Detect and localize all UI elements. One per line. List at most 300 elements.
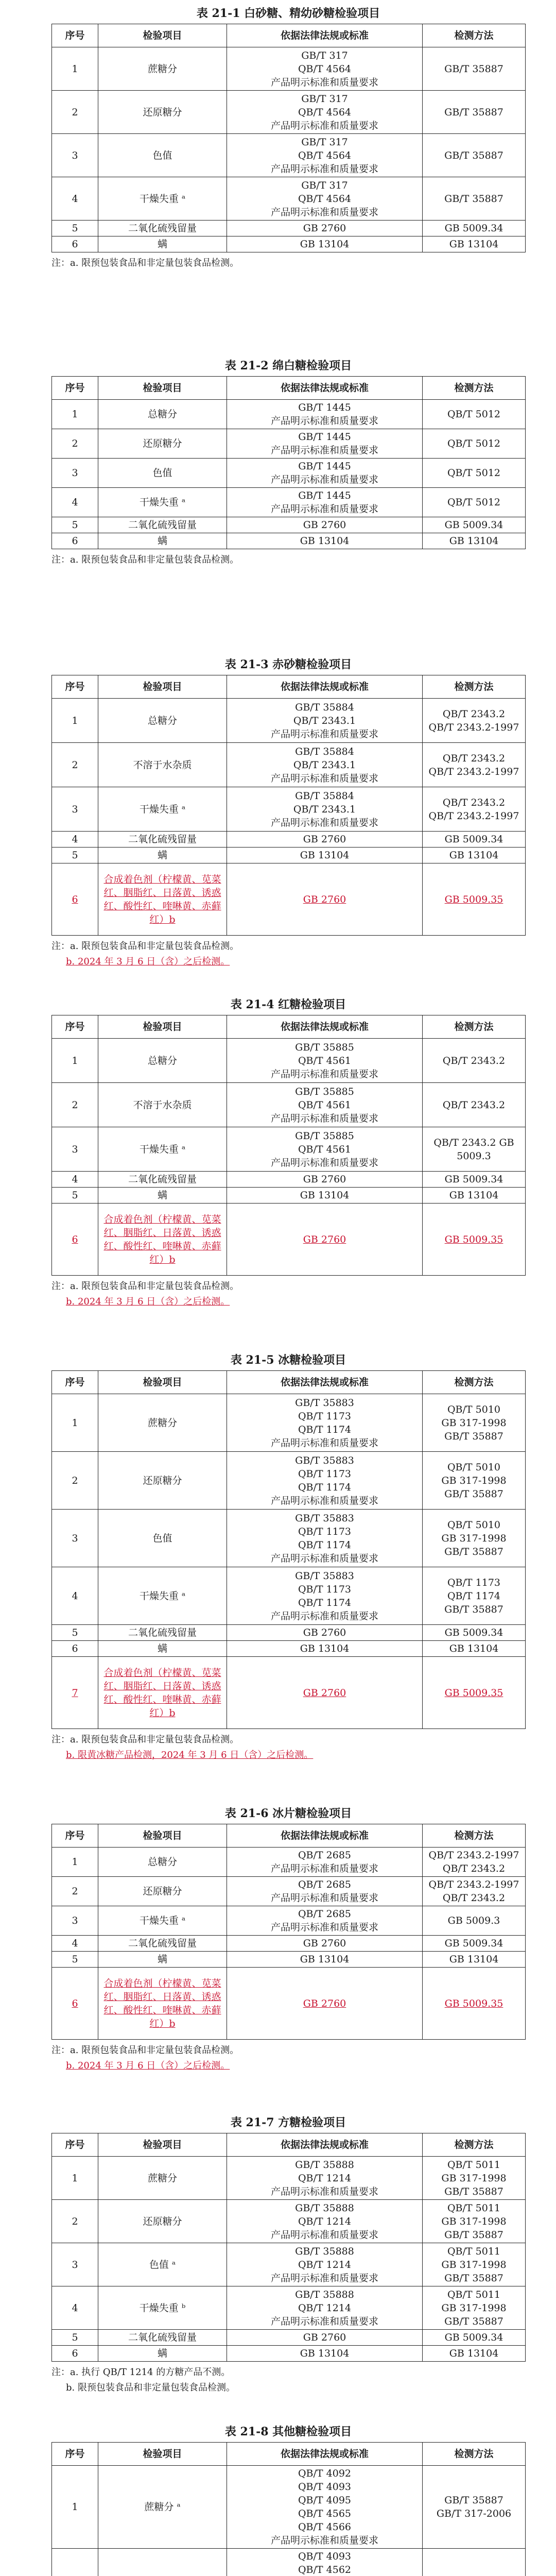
cell-item: 干燥失重 ᵃ [98, 1127, 227, 1172]
table-header-row [52, 1824, 526, 1848]
header-basis: 依据法律法规或标准 [227, 24, 423, 47]
table-row [52, 1452, 526, 1510]
cell-item: 螨 [98, 1952, 227, 1968]
cell-basis: GB 13104 [227, 1188, 423, 1204]
header-item: 检验项目 [98, 24, 227, 47]
table-section [51, 1803, 525, 2074]
table-row [52, 1127, 526, 1172]
header-method: 检测方法 [423, 1015, 526, 1039]
cell-item: 二氧化硫残留量 [98, 517, 227, 533]
cell-serial: 2 [52, 91, 98, 134]
table-header-row [52, 377, 526, 400]
header-method: 检测方法 [423, 1824, 526, 1848]
cell-basis: QB/T 2685 产品明示标准和质量要求 [227, 1877, 423, 1906]
cell-basis: GB/T 1445 产品明示标准和质量要求 [227, 400, 423, 429]
table-row [52, 1625, 526, 1641]
cell-item: 螨 [98, 1188, 227, 1204]
cell-method: GB 13104 [423, 1641, 526, 1657]
cell-item: 还原糖分 [98, 1452, 227, 1510]
table-notes [51, 939, 525, 970]
table-section [51, 2421, 525, 2576]
table-row [52, 1657, 526, 1729]
table-title: 表 21-3 赤砂糖检验项目 [224, 658, 352, 671]
cell-method: GB 5009.35 [423, 1657, 526, 1729]
table-header-row [52, 2133, 526, 2157]
cell-serial: 4 [52, 488, 98, 517]
table-section [51, 3, 525, 271]
cell-method: GB 13104 [423, 2346, 526, 2362]
cell-basis: GB 13104 [227, 848, 423, 863]
header-basis: 依据法律法规或标准 [227, 377, 423, 400]
table-row [52, 1641, 526, 1657]
table-title: 表 21-4 红糖检验项目 [230, 998, 346, 1011]
cell-basis: QB/T 2685 产品明示标准和质量要求 [227, 1906, 423, 1936]
inspection-table [51, 376, 526, 549]
cell-basis: GB/T 317 QB/T 4564 产品明示标准和质量要求 [227, 134, 423, 177]
cell-item: 不溶于水杂质 [98, 1083, 227, 1127]
cell-item: 合成着色剂（柠檬黄、苋菜红、胭脂红、日落黄、诱惑红、酸性红、喹啉黄、赤藓红）b [98, 863, 227, 936]
header-serial: 序号 [52, 675, 98, 699]
cell-method: GB/T 35887 [423, 91, 526, 134]
table-row [52, 2286, 526, 2330]
table-row [52, 2243, 526, 2286]
cell-basis: GB 13104 [227, 1952, 423, 1968]
table-row [52, 1510, 526, 1567]
header-item: 检验项目 [98, 377, 227, 400]
cell-item: 二氧化硫残留量 [98, 2330, 227, 2346]
header-item: 检验项目 [98, 675, 227, 699]
cell-item: 螨 [98, 2346, 227, 2362]
cell-item: 二氧化硫残留量 [98, 1625, 227, 1641]
cell-basis: GB 13104 [227, 533, 423, 549]
cell-serial: 1 [52, 1039, 98, 1083]
header-item: 检验项目 [98, 2443, 227, 2466]
cell-method: QB/T 2343.2 QB/T 2343.2-1997 [423, 743, 526, 787]
cell-serial: 1 [52, 1848, 98, 1877]
table-title: 表 21-8 其他糖检验项目 [224, 2425, 352, 2438]
cell-item: 还原糖分 [98, 429, 227, 459]
cell-item: 干燥失重 ᵃ [98, 177, 227, 221]
header-serial: 序号 [52, 2133, 98, 2157]
cell-serial: 3 [52, 787, 98, 832]
cell-serial: 2 [52, 1452, 98, 1510]
cell-method [423, 2549, 526, 2576]
cell-serial: 4 [52, 1172, 98, 1188]
cell-serial: 6 [52, 2346, 98, 2362]
cell-method: GB 13104 [423, 533, 526, 549]
table-row [52, 400, 526, 429]
cell-method: GB 5009.35 [423, 1968, 526, 2040]
cell-method: QB/T 5011 GB 317-1998 GB/T 35887 [423, 2157, 526, 2200]
cell-item: 蔗糖分 [98, 2157, 227, 2200]
cell-method: GB/T 35887 [423, 177, 526, 221]
cell-serial: 3 [52, 2243, 98, 2286]
cell-method: QB/T 5012 [423, 488, 526, 517]
cell-item: 色值 [98, 459, 227, 488]
cell-method: QB/T 2343.2 GB 5009.3 [423, 1127, 526, 1172]
header-basis: 依据法律法规或标准 [227, 2133, 423, 2157]
cell-basis: GB 2760 [227, 1204, 423, 1276]
cell-method: QB/T 2343.2 QB/T 2343.2-1997 [423, 787, 526, 832]
cell-method: QB/T 5010 GB 317-1998 GB/T 35887 [423, 1510, 526, 1567]
table-row [52, 2466, 526, 2549]
table-note: 注：a. 限预包装食品和非定量包装食品检测。 [51, 2045, 239, 2056]
cell-basis: GB/T 35888 QB/T 1214 产品明示标准和质量要求 [227, 2157, 423, 2200]
cell-serial: 3 [52, 134, 98, 177]
header-basis: 依据法律法规或标准 [227, 1015, 423, 1039]
cell-item: 总糖分 [98, 400, 227, 429]
table-note: 注：a. 限预包装食品和非定量包装食品检测。 [51, 1281, 239, 1292]
table-note: 注：a. 限预包装食品和非定量包装食品检测。 [51, 941, 239, 952]
table-row [52, 533, 526, 549]
cell-basis: GB/T 35884 QB/T 2343.1 产品明示标准和质量要求 [227, 787, 423, 832]
cell-basis: GB 2760 [227, 1936, 423, 1952]
cell-basis: GB/T 1445 产品明示标准和质量要求 [227, 488, 423, 517]
table-title: 表 21-1 白砂糖、精幼砂糖检验项目 [196, 7, 380, 20]
cell-serial: 6 [52, 533, 98, 549]
table-section [51, 654, 525, 970]
cell-serial: 3 [52, 1906, 98, 1936]
table-section [51, 994, 525, 1310]
table-row [52, 2330, 526, 2346]
cell-method: QB/T 5010 GB 317-1998 GB/T 35887 [423, 1452, 526, 1510]
cell-basis: GB 2760 [227, 517, 423, 533]
cell-serial: 1 [52, 400, 98, 429]
table-row [52, 91, 526, 134]
cell-method: GB 5009.34 [423, 1936, 526, 1952]
cell-basis: QB/T 2685 产品明示标准和质量要求 [227, 1848, 423, 1877]
cell-basis: GB 2760 [227, 221, 423, 236]
table-notes [51, 552, 525, 568]
table-row [52, 1848, 526, 1877]
table-row [52, 488, 526, 517]
header-method: 检测方法 [423, 2133, 526, 2157]
table-notes [51, 2043, 525, 2074]
cell-method: GB 5009.3 [423, 1906, 526, 1936]
table-notes [51, 1279, 525, 1310]
cell-basis: GB/T 317 QB/T 4564 产品明示标准和质量要求 [227, 91, 423, 134]
header-method: 检测方法 [423, 24, 526, 47]
table-row [52, 177, 526, 221]
header-item: 检验项目 [98, 2133, 227, 2157]
cell-basis: GB/T 317 QB/T 4564 产品明示标准和质量要求 [227, 47, 423, 91]
table-section [51, 2112, 525, 2396]
cell-serial: 3 [52, 1127, 98, 1172]
header-item: 检验项目 [98, 1015, 227, 1039]
cell-serial: 6 [52, 863, 98, 936]
cell-basis: GB/T 35883 QB/T 1173 QB/T 1174 产品明示标准和质量要求 [227, 1452, 423, 1510]
table-row [52, 47, 526, 91]
table-section [51, 355, 525, 568]
cell-serial [52, 2549, 98, 2576]
table-note: b. 限预包装食品和非定量包装食品检测。 [66, 2382, 235, 2393]
cell-method: QB/T 5012 [423, 400, 526, 429]
inspection-table [51, 2133, 526, 2362]
cell-serial: 6 [52, 1968, 98, 2040]
table-title: 表 21-6 冰片糖检验项目 [224, 1807, 352, 1820]
cell-serial: 5 [52, 2330, 98, 2346]
cell-serial: 1 [52, 2466, 98, 2549]
header-serial: 序号 [52, 1371, 98, 1394]
table-header-row [52, 1371, 526, 1394]
cell-method: QB/T 5012 [423, 429, 526, 459]
cell-serial: 4 [52, 1936, 98, 1952]
cell-serial: 5 [52, 1625, 98, 1641]
cell-item: 合成着色剂（柠檬黄、苋菜红、胭脂红、日落黄、诱惑红、酸性红、喹啉黄、赤藓红）b [98, 1968, 227, 2040]
cell-item: 螨 [98, 533, 227, 549]
cell-item: 还原糖分 [98, 91, 227, 134]
table-title: 表 21-5 冰糖检验项目 [230, 1353, 346, 1367]
cell-basis: GB/T 35884 QB/T 2343.1 产品明示标准和质量要求 [227, 699, 423, 743]
cell-basis: GB 2760 [227, 1625, 423, 1641]
table-note: b. 限黄冰糖产品检测，2024 年 3 月 6 日（含）之后检测。 [66, 1750, 314, 1760]
cell-serial: 5 [52, 517, 98, 533]
cell-item: 干燥失重 ᵃ [98, 1567, 227, 1625]
cell-serial: 5 [52, 1952, 98, 1968]
cell-item: 二氧化硫残留量 [98, 1172, 227, 1188]
table-row [52, 1567, 526, 1625]
cell-serial: 5 [52, 1188, 98, 1204]
table-row [52, 459, 526, 488]
cell-serial: 2 [52, 2200, 98, 2243]
cell-method: QB/T 1173 QB/T 1174 GB/T 35887 [423, 1567, 526, 1625]
cell-method: GB/T 35887 GB/T 317-2006 [423, 2466, 526, 2549]
cell-serial: 1 [52, 699, 98, 743]
table-row [52, 787, 526, 832]
cell-method: GB 5009.34 [423, 517, 526, 533]
table-note: 注：a. 限预包装食品和非定量包装食品检测。 [51, 1734, 239, 1745]
table-header-row [52, 24, 526, 47]
table-row [52, 1952, 526, 1968]
inspection-table [51, 1370, 526, 1729]
cell-item: 螨 [98, 1641, 227, 1657]
table-notes [51, 1732, 525, 1763]
table-row [52, 848, 526, 863]
cell-basis: GB 13104 [227, 1641, 423, 1657]
header-method: 检测方法 [423, 377, 526, 400]
table-row [52, 1188, 526, 1204]
cell-method: GB 5009.34 [423, 2330, 526, 2346]
cell-method: GB/T 35887 [423, 134, 526, 177]
cell-item: 色值 ᵃ [98, 2243, 227, 2286]
cell-item: 二氧化硫残留量 [98, 1936, 227, 1952]
cell-basis: GB/T 35884 QB/T 2343.1 产品明示标准和质量要求 [227, 743, 423, 787]
cell-method: GB 5009.35 [423, 863, 526, 936]
table-row [52, 429, 526, 459]
cell-item: 还原糖分 [98, 1877, 227, 1906]
table-row [52, 863, 526, 936]
cell-basis: QB/T 4093 QB/T 4562 [227, 2549, 423, 2576]
table-header-row [52, 2443, 526, 2466]
header-item: 检验项目 [98, 1824, 227, 1848]
header-method: 检测方法 [423, 2443, 526, 2466]
header-method: 检测方法 [423, 1371, 526, 1394]
cell-basis: GB 2760 [227, 2330, 423, 2346]
table-note: 注：a. 限预包装食品和非定量包装食品检测。 [51, 258, 239, 268]
header-serial: 序号 [52, 377, 98, 400]
header-basis: 依据法律法规或标准 [227, 675, 423, 699]
table-row [52, 832, 526, 848]
table-notes [51, 256, 525, 271]
table-header-row [52, 1015, 526, 1039]
cell-basis: GB 13104 [227, 236, 423, 252]
cell-basis: GB 13104 [227, 2346, 423, 2362]
cell-item [98, 2549, 227, 2576]
cell-serial: 6 [52, 1641, 98, 1657]
cell-serial: 4 [52, 832, 98, 848]
cell-serial: 4 [52, 2286, 98, 2330]
cell-method: QB/T 2343.2 [423, 1083, 526, 1127]
cell-item: 二氧化硫残留量 [98, 832, 227, 848]
cell-basis: GB/T 35885 QB/T 4561 产品明示标准和质量要求 [227, 1083, 423, 1127]
cell-serial: 1 [52, 1394, 98, 1452]
cell-method: QB/T 2343.2 QB/T 2343.2-1997 [423, 699, 526, 743]
cell-method: QB/T 5011 GB 317-1998 GB/T 35887 [423, 2286, 526, 2330]
cell-serial: 5 [52, 848, 98, 863]
table-note: b. 2024 年 3 月 6 日（含）之后检测。 [66, 956, 230, 967]
table-row [52, 699, 526, 743]
table-row [52, 1877, 526, 1906]
cell-basis: GB/T 35885 QB/T 4561 产品明示标准和质量要求 [227, 1127, 423, 1172]
table-row [52, 236, 526, 252]
header-basis: 依据法律法规或标准 [227, 1824, 423, 1848]
table-note: b. 2024 年 3 月 6 日（含）之后检测。 [66, 1296, 230, 1307]
cell-method: GB/T 35887 [423, 47, 526, 91]
cell-method: GB 13104 [423, 236, 526, 252]
inspection-table [51, 675, 526, 936]
cell-basis: GB 2760 [227, 1657, 423, 1729]
cell-item: 色值 [98, 1510, 227, 1567]
header-method: 检测方法 [423, 675, 526, 699]
cell-basis: GB/T 35888 QB/T 1214 产品明示标准和质量要求 [227, 2200, 423, 2243]
table-notes [51, 2365, 525, 2396]
cell-method: GB 5009.34 [423, 1172, 526, 1188]
header-basis: 依据法律法规或标准 [227, 2443, 423, 2466]
table-row [52, 1936, 526, 1952]
cell-basis: GB/T 35888 QB/T 1214 产品明示标准和质量要求 [227, 2286, 423, 2330]
table-title: 表 21-7 方糖检验项目 [230, 2116, 346, 2129]
cell-item: 干燥失重 ᵃ [98, 1906, 227, 1936]
header-basis: 依据法律法规或标准 [227, 1371, 423, 1394]
table-row [52, 2157, 526, 2200]
cell-method: GB 5009.34 [423, 221, 526, 236]
cell-item: 干燥失重 ᵃ [98, 488, 227, 517]
cell-basis: GB/T 35888 QB/T 1214 产品明示标准和质量要求 [227, 2243, 423, 2286]
cell-item: 干燥失重 ᵃ [98, 787, 227, 832]
inspection-table [51, 1824, 526, 2040]
cell-item: 合成着色剂（柠檬黄、苋菜红、胭脂红、日落黄、诱惑红、酸性红、喹啉黄、赤藓红）b [98, 1657, 227, 1729]
cell-method: QB/T 2343.2 [423, 1039, 526, 1083]
cell-basis: GB/T 317 QB/T 4564 产品明示标准和质量要求 [227, 177, 423, 221]
cell-method: QB/T 2343.2-1997 QB/T 2343.2 [423, 1877, 526, 1906]
inspection-table [51, 24, 526, 252]
table-row [52, 2346, 526, 2362]
cell-item: 螨 [98, 848, 227, 863]
table-row [52, 1204, 526, 1276]
cell-serial: 3 [52, 459, 98, 488]
cell-method: QB/T 5010 GB 317-1998 GB/T 35887 [423, 1394, 526, 1452]
table-note: 注：a. 执行 QB/T 1214 的方糖产品不测。 [51, 2367, 231, 2378]
cell-basis: GB/T 1445 产品明示标准和质量要求 [227, 459, 423, 488]
cell-basis: GB/T 35883 QB/T 1173 QB/T 1174 产品明示标准和质量要求 [227, 1567, 423, 1625]
table-header-row [52, 675, 526, 699]
table-row [52, 1172, 526, 1188]
cell-method: GB 13104 [423, 848, 526, 863]
cell-basis: GB/T 35883 QB/T 1173 QB/T 1174 产品明示标准和质量要求 [227, 1394, 423, 1452]
cell-method: GB 13104 [423, 1952, 526, 1968]
cell-item: 蔗糖分 [98, 47, 227, 91]
table-note: b. 2024 年 3 月 6 日（含）之后检测。 [66, 2060, 230, 2071]
cell-serial: 5 [52, 221, 98, 236]
table-row [52, 221, 526, 236]
cell-serial: 2 [52, 1083, 98, 1127]
header-serial: 序号 [52, 2443, 98, 2466]
cell-serial: 4 [52, 1567, 98, 1625]
cell-serial: 3 [52, 1510, 98, 1567]
inspection-table [51, 2442, 526, 2576]
cell-item: 色值 [98, 134, 227, 177]
cell-basis: GB/T 1445 产品明示标准和质量要求 [227, 429, 423, 459]
table-note: 注：a. 限预包装食品和非定量包装食品检测。 [51, 554, 239, 565]
table-row [52, 1968, 526, 2040]
header-serial: 序号 [52, 1824, 98, 1848]
cell-serial: 4 [52, 177, 98, 221]
cell-item: 蔗糖分 ᵃ [98, 2466, 227, 2549]
cell-method: GB 13104 [423, 1188, 526, 1204]
inspection-table [51, 1015, 526, 1276]
cell-item: 还原糖分 [98, 2200, 227, 2243]
cell-basis: GB 2760 [227, 832, 423, 848]
cell-item: 二氧化硫残留量 [98, 221, 227, 236]
cell-item: 干燥失重 ᵇ [98, 2286, 227, 2330]
table-title: 表 21-2 绵白糖检验项目 [224, 359, 352, 372]
table-row [52, 134, 526, 177]
cell-basis: GB/T 35883 QB/T 1173 QB/T 1174 产品明示标准和质量要求 [227, 1510, 423, 1567]
cell-method: QB/T 2343.2-1997 QB/T 2343.2 [423, 1848, 526, 1877]
cell-method: GB 5009.35 [423, 1204, 526, 1276]
table-row [52, 743, 526, 787]
cell-method: GB 5009.34 [423, 832, 526, 848]
cell-item: 总糖分 [98, 1039, 227, 1083]
cell-basis: GB 2760 [227, 1172, 423, 1188]
header-serial: 序号 [52, 24, 98, 47]
cell-basis: GB 2760 [227, 863, 423, 936]
header-serial: 序号 [52, 1015, 98, 1039]
cell-method: QB/T 5011 GB 317-1998 GB/T 35887 [423, 2243, 526, 2286]
table-row [52, 1039, 526, 1083]
cell-item: 总糖分 [98, 699, 227, 743]
table-section [51, 1350, 525, 1763]
header-item: 检验项目 [98, 1371, 227, 1394]
table-row [52, 2200, 526, 2243]
cell-method: QB/T 5011 GB 317-1998 GB/T 35887 [423, 2200, 526, 2243]
cell-serial: 7 [52, 1657, 98, 1729]
cell-serial: 2 [52, 1877, 98, 1906]
cell-serial: 6 [52, 1204, 98, 1276]
cell-method: QB/T 5012 [423, 459, 526, 488]
table-row [52, 1083, 526, 1127]
cell-method: GB 5009.34 [423, 1625, 526, 1641]
table-row [52, 517, 526, 533]
cell-item: 不溶于水杂质 [98, 743, 227, 787]
cell-serial: 2 [52, 429, 98, 459]
cell-item: 蔗糖分 [98, 1394, 227, 1452]
cell-serial: 6 [52, 236, 98, 252]
cell-serial: 1 [52, 47, 98, 91]
cell-basis: GB/T 35885 QB/T 4561 产品明示标准和质量要求 [227, 1039, 423, 1083]
cell-item: 总糖分 [98, 1848, 227, 1877]
cell-basis: QB/T 4092 QB/T 4093 QB/T 4095 QB/T 4565 QB/T 4566 产品明示标准和质量要求 [227, 2466, 423, 2549]
